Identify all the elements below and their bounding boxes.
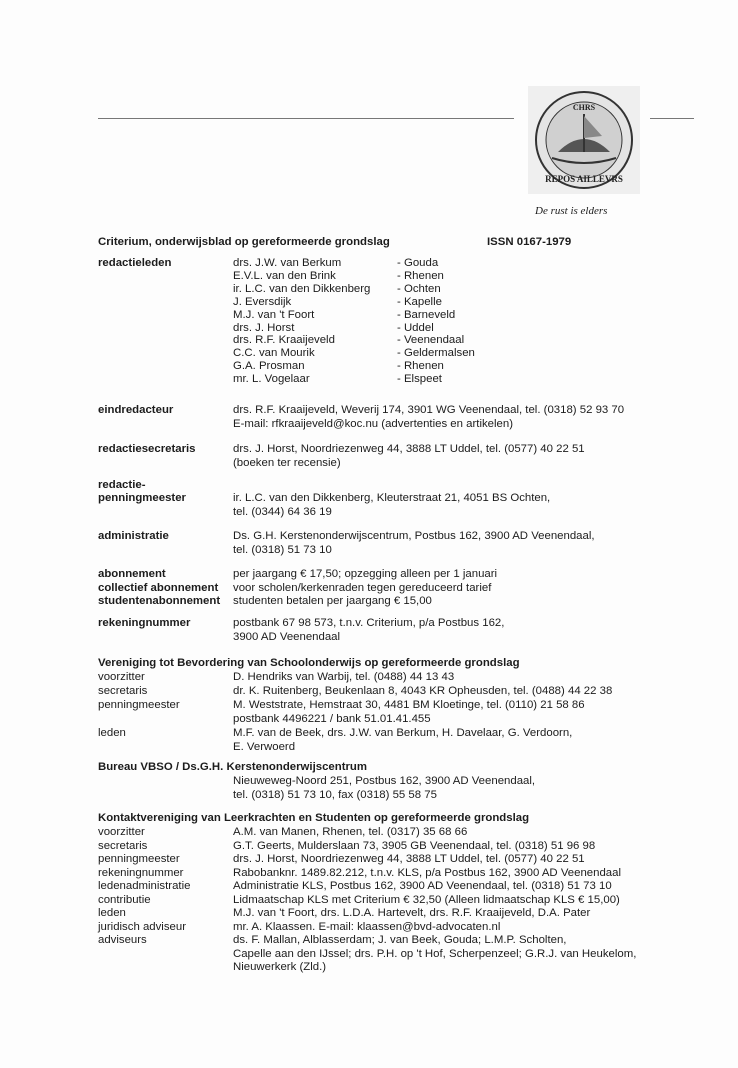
top-rule — [98, 118, 514, 119]
kls-value: mr. A. Klaassen. E-mail: klaassen@bvd-advocaten.nl — [233, 920, 501, 933]
vbso-value: dr. K. Ruitenberg, Beukenlaan 8, 4043 KR Opheusden, tel. (0488) 44 22 38 — [233, 685, 613, 697]
vbso-value: M.F. van de Beek, drs. J.W. van Berkum, H. Davelaar, G. Verdoorn, — [233, 727, 573, 739]
abonnement-label: collectief abonnement — [98, 581, 219, 594]
kls-value: G.T. Geerts, Mulderslaan 73, 3905 GB Veenendaal, tel. (0318) 51 96 98 — [233, 839, 596, 852]
eindredacteur-label: eindredacteur — [98, 404, 174, 416]
redactie-label: redactieleden — [98, 257, 172, 269]
right-rule — [650, 118, 694, 119]
member-place: - Kapelle — [397, 295, 442, 308]
vbso-value: M. Weststrate, Hemstraat 30, 4481 BM Kloetinge, tel. (0110) 21 58 86 — [233, 699, 585, 711]
vbso-heading: Vereniging tot Bevordering van Schoolonderwijs op gereformeerde grondslag — [98, 657, 520, 669]
kls-role: juridisch adviseur — [98, 920, 186, 933]
vbso-role: penningmeester — [98, 699, 180, 711]
member-name: G.A. Prosman — [233, 360, 305, 373]
member-place: - Uddel — [397, 321, 434, 334]
secretaris-label: redactiesecretaris — [98, 443, 196, 455]
kls-value: Administratie KLS, Postbus 162, 3900 AD Veenendaal, tel. (0318) 51 73 10 — [233, 880, 612, 892]
bureau-heading: Bureau VBSO / Ds.G.H. Kerstenonderwijscentrum — [98, 761, 368, 773]
kls-value: ds. F. Mallan, Alblasserdam; J. van Beek, Gouda; L.M.P. Scholten, — [233, 934, 567, 946]
member-place: - Rhenen — [397, 269, 444, 282]
kls-value: M.J. van 't Foort, drs. L.D.A. Hartevelt, drs. R.F. Kraaijeveld, D.A. Pater — [233, 907, 591, 919]
kls-value: Capelle aan den IJssel; drs. P.H. op 't Hof, Scherpenzeel; G.R.J. van Heukelom, — [233, 947, 637, 960]
rekening-line1: postbank 67 98 573, t.n.v. Criterium, p/a Postbus 162, — [233, 617, 505, 629]
member-name: ir. L.C. van den Dikkenberg — [233, 282, 371, 295]
page-title: Criterium, onderwijsblad op gereformeerde grondslag — [98, 236, 390, 248]
kls-role: voorzitter — [98, 826, 145, 838]
kls-value: Lidmaatschap KLS met Criterium € 32,50 (Alleen lidmaatschap KLS € 15,00) — [233, 893, 620, 906]
vbso-value: E. Verwoerd — [233, 741, 296, 753]
seal-logo — [528, 86, 640, 194]
member-name: M.J. van 't Foort — [233, 308, 315, 321]
abonnement-label: abonnement — [98, 568, 166, 580]
penningmeester-label1: redactie- — [98, 479, 146, 491]
kls-value: Rabobanknr. 1489.82.212, t.n.v. KLS, p/a Postbus 162, 3900 AD Veenendaal — [233, 866, 621, 879]
penningmeester-label2: penningmeester — [98, 492, 186, 504]
seal-bottom-text: REPOS AILLEVRS — [545, 174, 623, 184]
member-name: E.V.L. van den Brink — [233, 269, 336, 282]
kls-role: leden — [98, 907, 126, 919]
vbso-role: leden — [98, 727, 126, 739]
member-place: - Rhenen — [397, 360, 444, 373]
kls-role: ledenadministratie — [98, 880, 191, 892]
member-place: - Elspeet — [397, 373, 442, 386]
member-name: drs. R.F. Kraaijeveld — [233, 334, 335, 347]
secretaris-line1: drs. J. Horst, Noordriezenweg 44, 3888 LT Uddel, tel. (0577) 40 22 51 — [233, 443, 585, 455]
issn: ISSN 0167-1979 — [487, 236, 572, 248]
seal-top-text: CHRS — [572, 103, 596, 112]
eindredacteur-line2: E-mail: rfkraaijeveld@koc.nu (advertenties en artikelen) — [233, 418, 513, 430]
vbso-value: postbank 4496221 / bank 51.01.41.455 — [233, 713, 431, 725]
rekening-line2: 3900 AD Veenendaal — [233, 631, 341, 643]
penningmeester-line1: ir. L.C. van den Dikkenberg, Kleuterstraat 21, 4051 BS Ochten, — [233, 492, 551, 504]
vbso-role: voorzitter — [98, 671, 145, 683]
seal-icon — [528, 86, 640, 194]
kls-role: secretaris — [98, 839, 148, 852]
member-name: C.C. van Mourik — [233, 347, 315, 360]
abonnement-text: studenten betalen per jaargang € 15,00 — [233, 595, 432, 607]
member-place: - Gouda — [397, 257, 439, 269]
vbso-role: secretaris — [98, 685, 148, 697]
kls-heading: Kontaktvereniging van Leerkrachten en Studenten op gereformeerde grondslag — [98, 812, 530, 824]
vbso-value: D. Hendriks van Warbij, tel. (0488) 44 13 43 — [233, 671, 455, 683]
motto: De rust is elders — [535, 205, 608, 217]
abonnement-text: voor scholen/kerkenraden tegen gereduceerd tarief — [233, 581, 492, 594]
kls-role: contributie — [98, 893, 151, 906]
administratie-line2: tel. (0318) 51 73 10 — [233, 544, 332, 556]
member-name: J. Eversdijk — [233, 295, 292, 308]
member-name: drs. J. Horst — [233, 321, 295, 334]
kls-role: penningmeester — [98, 853, 180, 865]
member-place: - Veenendaal — [397, 334, 465, 347]
bureau-line2: tel. (0318) 51 73 10, fax (0318) 55 58 75 — [233, 789, 437, 801]
member-place: - Ochten — [397, 282, 441, 295]
eindredacteur-line1: drs. R.F. Kraaijeveld, Weverij 174, 3901 WG Veenendaal, tel. (0318) 52 93 70 — [233, 404, 625, 416]
penningmeester-line2: tel. (0344) 64 36 19 — [233, 506, 332, 518]
kls-role: rekeningnummer — [98, 866, 184, 879]
rekening-label: rekeningnummer — [98, 617, 191, 629]
member-name: mr. L. Vogelaar — [233, 373, 310, 386]
kls-value: A.M. van Manen, Rhenen, tel. (0317) 35 68 66 — [233, 826, 468, 838]
member-place: - Geldermalsen — [397, 347, 475, 360]
abonnement-label: studentenabonnement — [98, 595, 221, 607]
bureau-line1: Nieuweweg-Noord 251, Postbus 162, 3900 AD Veenendaal, — [233, 775, 536, 787]
kls-role: adviseurs — [98, 934, 147, 946]
abonnement-text: per jaargang € 17,50; opzegging alleen per 1 januari — [233, 568, 498, 580]
member-name: drs. J.W. van Berkum — [233, 257, 342, 269]
member-place: - Barneveld — [397, 308, 456, 321]
secretaris-line2: (boeken ter recensie) — [233, 457, 341, 469]
administratie-line1: Ds. G.H. Kerstenonderwijscentrum, Postbus 162, 3900 AD Veenendaal, — [233, 530, 595, 542]
kls-value: Nieuwerkerk (Zld.) — [233, 961, 327, 973]
administratie-label: administratie — [98, 530, 169, 542]
kls-value: drs. J. Horst, Noordriezenweg 44, 3888 LT Uddel, tel. (0577) 40 22 51 — [233, 853, 585, 865]
